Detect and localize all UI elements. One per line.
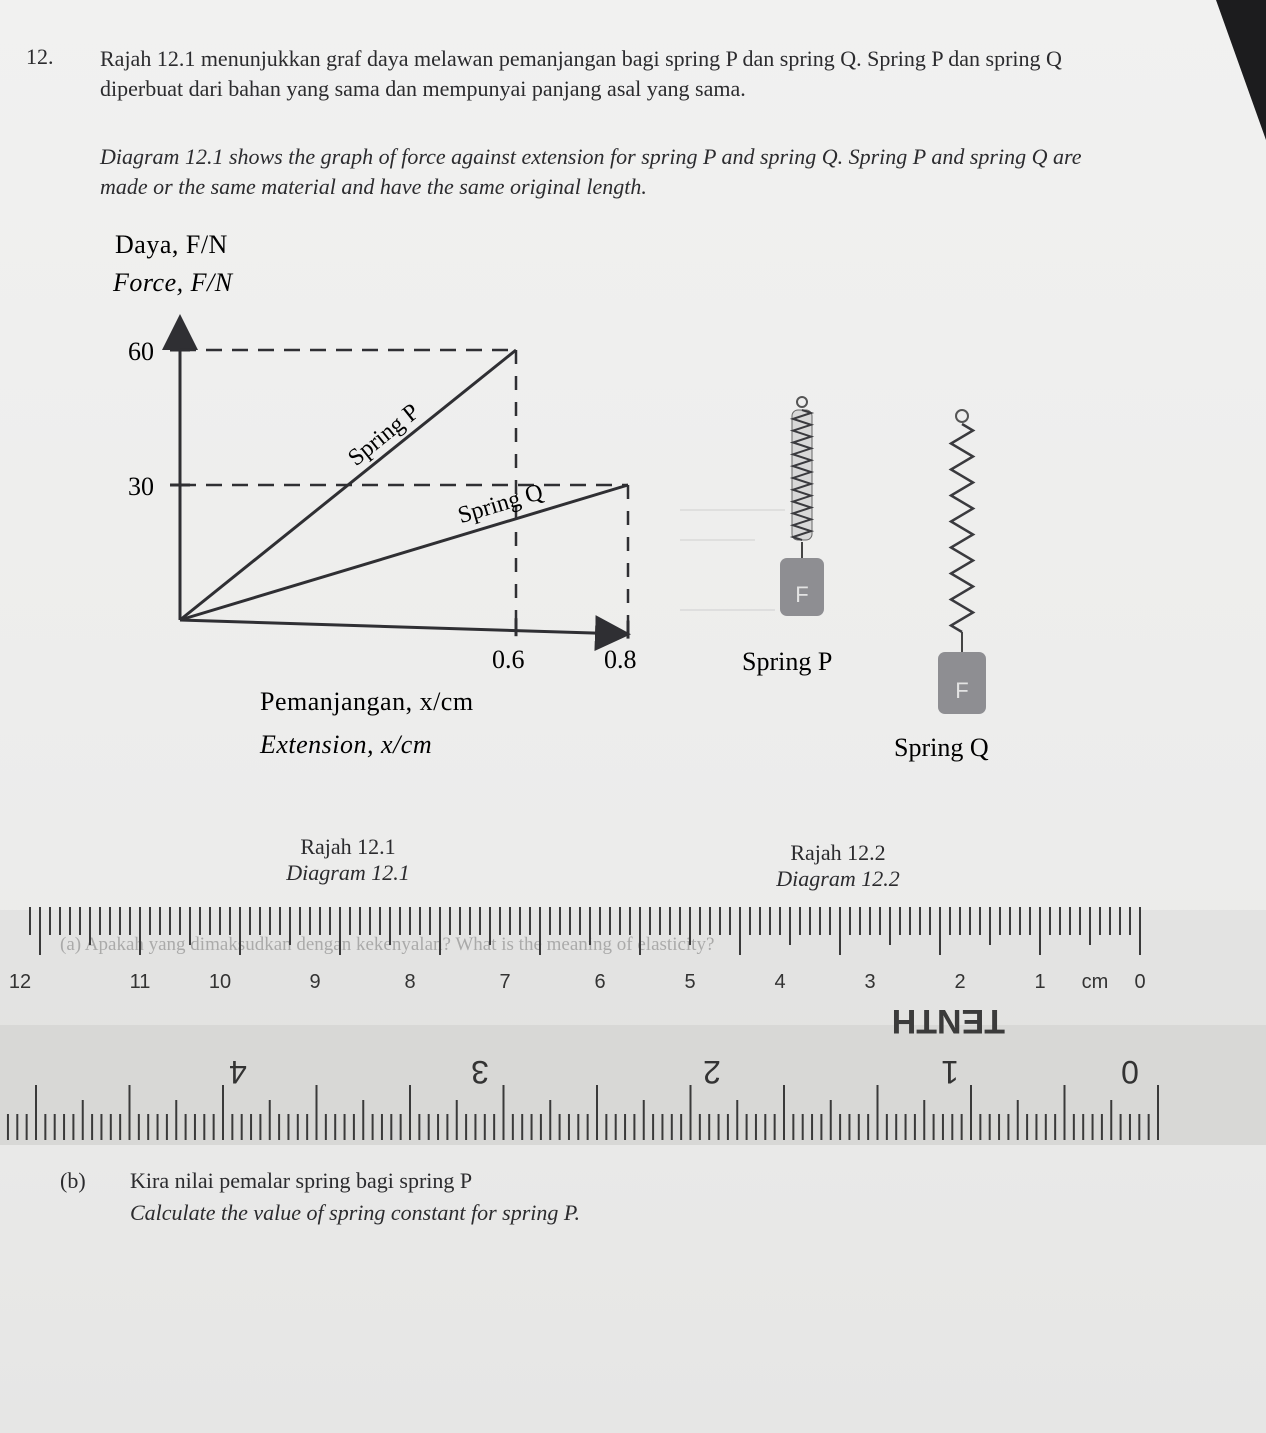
spring-q (938, 410, 986, 714)
ruler-lower-number: 4 (229, 1054, 247, 1090)
ruler-upper-number: 3 (864, 971, 876, 993)
spring-q-label: Spring Q (454, 479, 547, 530)
ruler-upper-number: 2 (954, 971, 966, 993)
part-b-label: (b) (60, 1168, 86, 1193)
dark-background-corner (1216, 0, 1266, 140)
ruler-upper-number: 6 (594, 971, 606, 993)
ruler-upper-number: 10 (208, 971, 232, 993)
caption-diagram-12-1 (228, 834, 468, 886)
spring-p-label: Spring P (343, 398, 425, 472)
question-number: 12. (26, 44, 54, 69)
caption-12-1-malay: Rajah 12.1 (300, 834, 396, 859)
ruler-lower-number: 2 (703, 1054, 721, 1090)
ruler-lower-number: 3 (471, 1054, 489, 1090)
ruler-upper-number: 5 (684, 971, 696, 993)
ruler-upper-number: 9 (309, 971, 321, 993)
spring-q-label: Spring Q (894, 733, 989, 762)
ruler-upper-number: 12 (8, 971, 32, 993)
spring-p-label: Spring P (742, 647, 833, 676)
part-b-english: Calculate the value of spring constant for spring P. (130, 1200, 580, 1225)
chart-marks (128, 337, 637, 674)
question-statement-english (100, 142, 1110, 202)
question-statement-malay (100, 44, 1100, 104)
ruler-upper-number: 11 (129, 971, 151, 993)
ruler-lower-number: 1 (941, 1054, 959, 1090)
y-tick-label-30: 30 (128, 472, 154, 501)
spring-q-line (180, 485, 628, 620)
ruler-upper-number: 7 (499, 971, 511, 993)
force-extension-graph (95, 225, 655, 765)
caption-12-2-malay: Rajah 12.2 (790, 840, 886, 865)
caption-12-2-english: Diagram 12.2 (776, 866, 900, 891)
statement-english-text: Diagram 12.1 shows the graph of force against extension for spring P and spring Q. Spring P and spring Q are made or the same material and have the same original length. (100, 144, 1082, 199)
weight-label-p: F (795, 582, 809, 607)
caption-diagram-12-2 (718, 840, 958, 892)
ruler-upper-number: 0 (1134, 971, 1146, 993)
y-tick-label-60: 60 (128, 337, 154, 366)
caption-12-1-english: Diagram 12.1 (286, 860, 410, 885)
y-axis-label-malay: Daya, F/N (115, 230, 228, 259)
x-tick-label-0.6: 0.6 (492, 645, 525, 674)
statement-malay-text: Rajah 12.1 menunjukkan graf daya melawan pemanjangan bagi spring P dan spring Q. Spring P dan spring Q diperbuat dari bahan yang sama dan mempunyai panjang asal yang sama. (100, 46, 1062, 101)
ruler-lower-number: 0 (1121, 1054, 1139, 1090)
ruler-upper-number: 8 (404, 971, 416, 993)
part-b-malay: Kira nilai pemalar spring bagi spring P (130, 1168, 473, 1193)
weight-label-q: F (955, 678, 969, 703)
ruler-upper-number: cm (1081, 971, 1109, 993)
ruler-brand: TENTH (891, 1002, 1005, 1040)
ruler-upper-number: 4 (774, 971, 786, 993)
spring-p (780, 397, 824, 616)
ruler-upper-number: 1 (1034, 971, 1046, 993)
bleed-through-text: (a) Apakah yang dimaksudkan dengan kekenyalan? What is the meaning of elasticity? (60, 934, 715, 955)
transparent-ruler (0, 895, 1266, 1145)
y-axis-label-english: Force, F/N (113, 268, 233, 297)
x-axis (180, 620, 625, 634)
springs-diagram (680, 380, 1080, 780)
x-tick-label-0.8: 0.8 (604, 645, 637, 674)
x-axis-label-malay: Pemanjangan, x/cm (260, 687, 474, 716)
part-b-text (130, 1165, 930, 1229)
ruler-lower-band (0, 1025, 1266, 1145)
background-sketch (680, 510, 785, 610)
x-axis-label-english: Extension, x/cm (260, 730, 433, 759)
